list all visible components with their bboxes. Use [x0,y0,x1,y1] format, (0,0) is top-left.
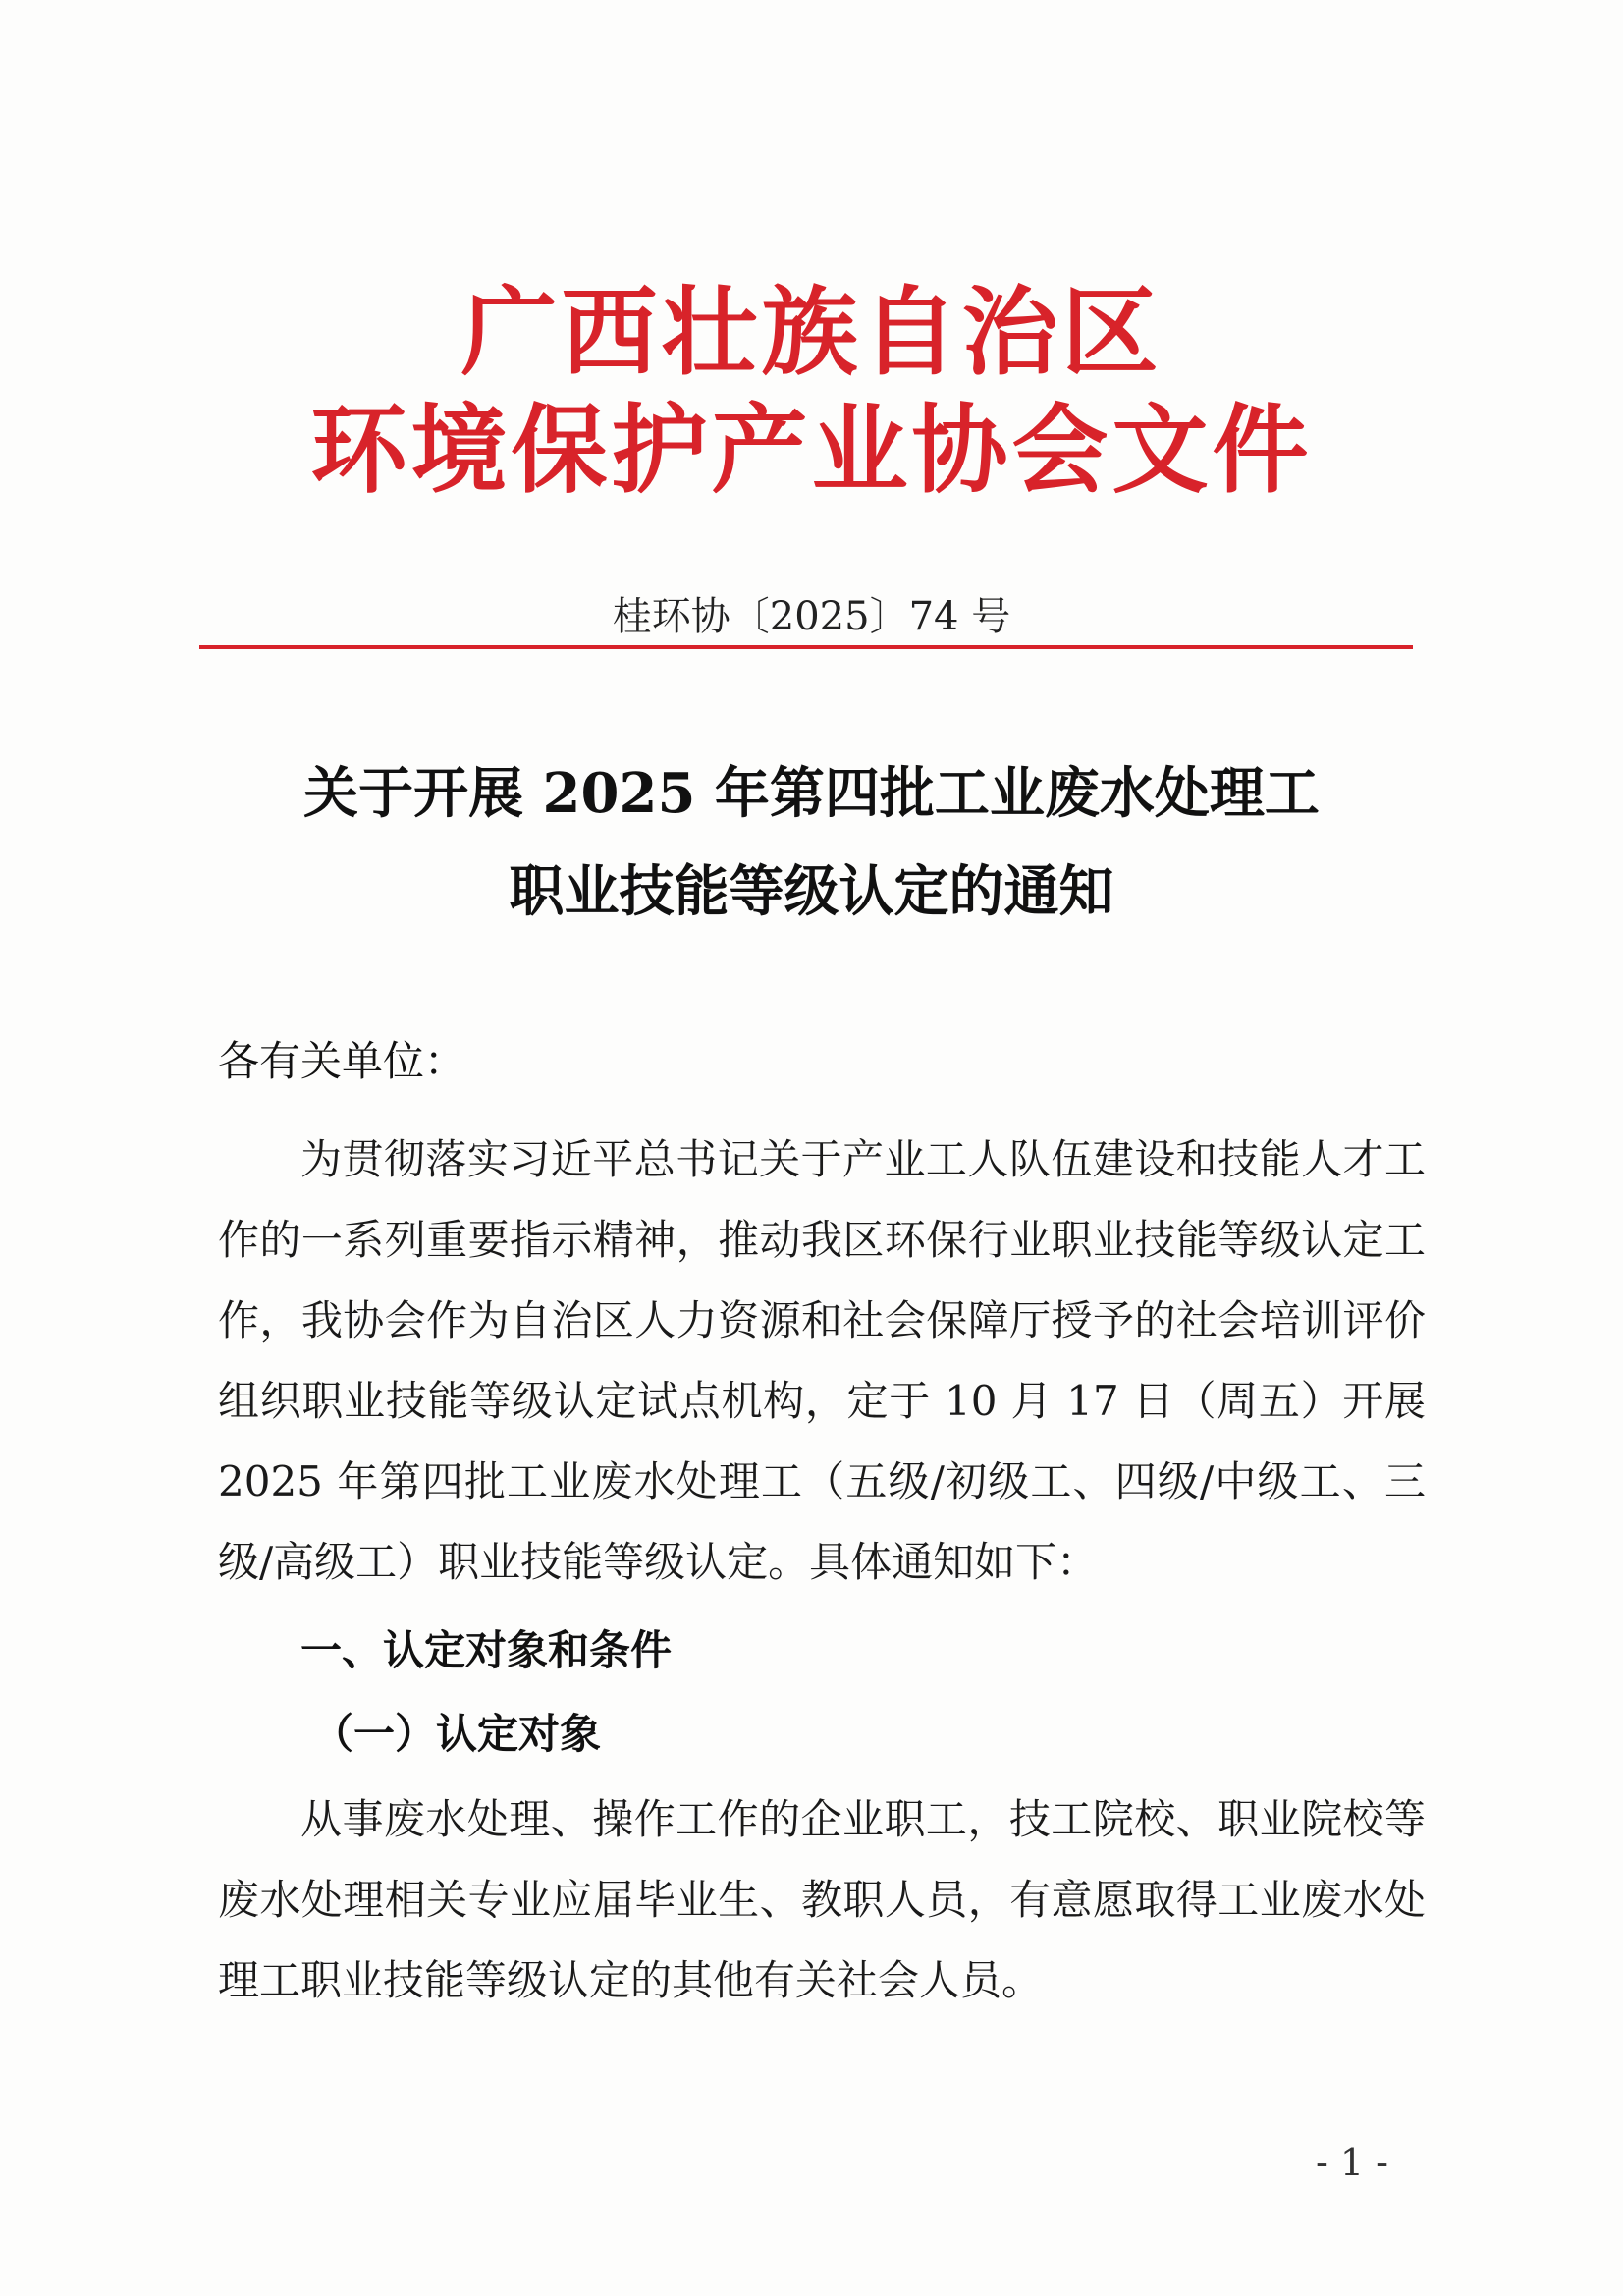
paragraph-2-text: 从事废水处理、操作工作的企业职工，技工院校、职业院校等废水处理相关专业应届毕业生、教职人员，有意愿取得工业废水处理工职业技能等级认定的其他有关社会人员。 [218,1795,1426,2004]
paragraph-1-text: 为贯彻落实习近平总书记关于产业工人队伍建设和技能人才工作的一系列重要指示精神，推动我区环保行业职业技能等级认定工作，我协会作为自治区人力资源和社会保障厅授予的社会培训评价组织职业技能等级认定试点机构，定于 10 月 17 日（周五）开展 2025 年第四批工业废水处理工（五级/初级工、四级/中级工、三级/高级工）职业技能等级认定。具体通知如下： [218,1135,1426,1586]
body-paragraph-1 [218,1120,1426,1603]
body-paragraph-2 [218,1779,1426,2021]
notice-title-line1: 关于开展 2025 年第四批工业废水处理工 [303,761,1320,826]
subsection-heading-1: （一）认定对象 [312,1710,602,1758]
red-divider [199,645,1413,649]
section-heading-1: 一、认定对象和条件 [300,1626,673,1674]
notice-title-line2: 职业技能等级认定的通知 [509,859,1114,924]
document-number: 桂环协〔2025〕74 号 [612,594,1011,639]
org-name-line2: 环境保护产业协会文件 [310,394,1313,507]
org-name-line1: 广西壮族自治区 [460,276,1163,389]
salutation: 各有关单位： [218,1037,466,1085]
page-number: - 1 - [1316,2141,1389,2184]
